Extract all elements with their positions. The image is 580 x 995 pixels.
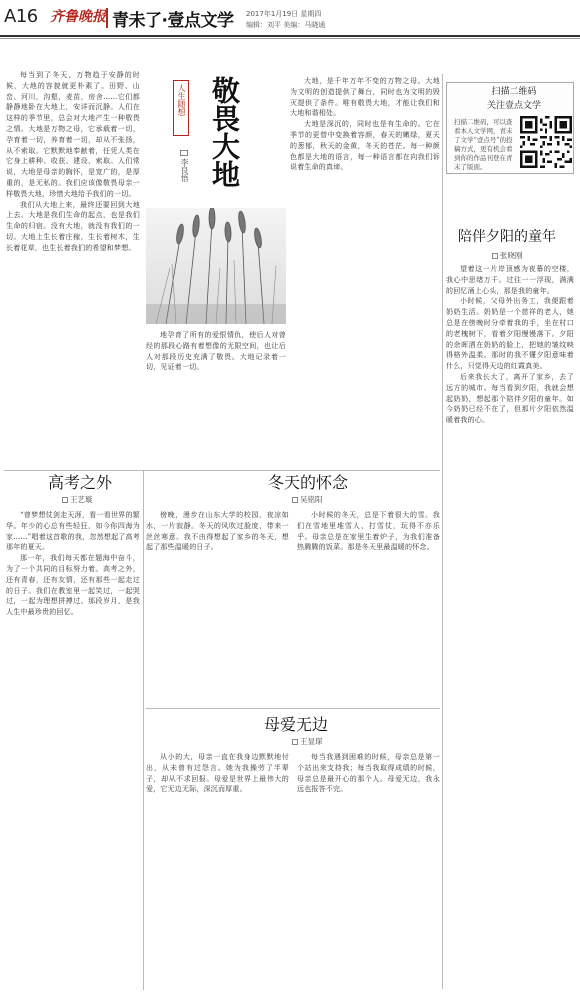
header-rule (0, 35, 580, 37)
qr-description: 扫描二维码，可以查看本人文学网，青未了文学“壹点号”的投稿方式，更有机会看到你的作品刊登在青未了版面。 (454, 118, 513, 171)
qr-title: 扫描二维码 (491, 87, 537, 97)
sunset-body (446, 264, 574, 989)
gaokao-byline (62, 494, 93, 505)
wheat-image (146, 208, 286, 324)
mother-byline (292, 736, 323, 747)
column-tag (173, 80, 189, 136)
gaokao-title: 高考之外 (48, 473, 113, 492)
column-rule (442, 74, 443, 989)
winter-paragraph: 傍晚，漫步在山东大学的校园，夜凉如水，一片寂静。冬天的风吹过脸庞，带来一丝丝寒意。我不由得想起了家乡的冬天，想起了那些温暖的日子。 (146, 511, 289, 552)
feature-author: 李良悟 (180, 158, 189, 182)
newspaper-masthead: 齐鲁晚报 (50, 9, 106, 25)
feature-byline (178, 150, 190, 185)
section-title: 青未了·壹点文学 (112, 11, 234, 31)
byline-marker (180, 150, 188, 156)
gaokao-author: 王艺璇 (70, 495, 93, 504)
section-rule (146, 708, 440, 709)
byline-marker (292, 739, 298, 745)
feature-paragraph: 每当到了冬天，万物趋于安静的时候，大地的容貌就更朴素了。田野、山峦、河川，沟壑，麦苗，房舍……它们都静静地卧在大地上，安详而沉静。人们在这样的季节里，总会对大地产生一种敬畏之情。大地是万物之母，它承载着一切，孕育着一切，养育着一切，却从不张扬，从不索取。它默默地奉献着，任凭人类在它身上耕种、收获、建设、索取。人们常说，大地是母亲的胸怀，是宽广的，是厚重的，是无私的。我们应该像敬畏母亲一样敬畏大地，珍惜大地给予我们的一切。 (6, 71, 140, 198)
qr-subtitle: 关注壹点文学 (486, 101, 541, 111)
feature-body-col2-top (146, 70, 168, 200)
editor-credits: 编辑：刘平 美编：马晓通 (246, 21, 326, 29)
sunset-byline (492, 250, 523, 261)
mother-title: 母爱无边 (264, 715, 329, 734)
mother-body (146, 752, 440, 990)
sunset-paragraph: 望着这一片岸顶感为夜幕的空楼，我心中思绪万千。过往一一浮现，满满的回忆涌上心头，那是我的童年。 (446, 265, 574, 295)
feature-title-text: 敬畏大地 (208, 76, 241, 188)
feature-title (206, 76, 242, 195)
feature-paragraph: 我们从大地上来，最终还要回到大地上去。大地是我们生命的起点，也是我们生命的归宿。没有大地，就没有我们的一切。大地上生长着庄稼，生长着树木，生长着花草，也生长着我们的希望和梦想。 (6, 200, 140, 252)
byline-marker (492, 253, 498, 259)
gaokao-paragraph: “曾梦想仗剑走天涯，看一看世界的繁华。年少的心总有些轻狂，如今你四海为家……”唱着这首歌的我，忽然想起了高考那年的夏天。 (6, 511, 140, 552)
page-number: A16 (4, 6, 38, 27)
qr-code-icon[interactable] (520, 116, 572, 168)
feature-body-col1 (6, 70, 140, 466)
feature-body-col4 (290, 76, 440, 466)
wheat-illustration (146, 208, 286, 324)
page-header (0, 0, 580, 40)
gaokao-body (6, 510, 140, 990)
feature-paragraph: 大地是深沉的，同时也是有生命的。它在季节的更替中变换着容颜，春天的嫩绿，夏天的葱郁，秋天的金黄，冬天的苍茫。每一种颜色都是大地的语言，每一种语言都在向我们诉说着生命的真谛。 (290, 120, 440, 172)
mother-paragraph: 从小的大，母亲一直在我身边默默地付出，从未曾有过怨言。她为我操劳了半辈子，却从不求回报。母爱是世界上最伟大的爱，它无边无际，深沉而厚重。 (146, 753, 289, 794)
sunset-author: 张晓刚 (500, 251, 523, 260)
winter-paragraph: 小时候的冬天，总是下着很大的雪。我们在雪地里堆雪人、打雪仗，玩得不亦乐乎。母亲总是在家里生着炉子，为我们准备热腾腾的饭菜。那是冬天里最温暖的怀念。 (297, 511, 440, 552)
feature-paragraph: 大地，是千年万年不变的万物之母。大地为文明的创造提供了舞台，同时也为文明的毁灭提供了条件。唯有敬畏大地，才能让我们和大地和谐相处。 (290, 77, 440, 118)
sunset-title: 陪伴夕阳的童年 (458, 229, 556, 245)
column-tag-label: 人生随想 (177, 84, 186, 116)
sunset-paragraph: 后来我长大了，离开了家乡，去了远方的城市。每当看到夕阳，我就会想起奶奶，想起那个陪伴夕阳的童年。如今奶奶已经不在了，但那片夕阳依然温暖着我的心。 (446, 372, 574, 425)
byline-marker (62, 497, 68, 503)
winter-title: 冬天的怀念 (268, 473, 349, 492)
issue-date: 2017年1月19日 星期四 (246, 10, 322, 18)
header-rule-thin (0, 38, 580, 39)
winter-body (146, 510, 440, 706)
column-rule (143, 470, 144, 990)
feature-body-col3 (146, 330, 286, 466)
header-divider (106, 8, 108, 28)
sunset-paragraph: 小时候，父母外出务工，我便跟着奶奶生活。奶奶是一个慈祥的老人，她总是在傍晚时分牵着我的手，坐在村口的老槐树下，看着夕阳慢慢落下。夕阳的余晖洒在奶奶的脸上，把她的皱纹映得格外温柔。那时的我不懂夕阳意味着什么，只觉得天边的红霞真美。 (446, 297, 574, 371)
gaokao-paragraph: 那一年，我们每天都在题海中奋斗，为了一个共同的目标努力着。高考之外，还有青春，还有友情，还有那些一起走过的日子。我们在教室里一起笑过，一起哭过，一起为理想拼搏过。那段岁月，是我人生中最珍贵的回忆。 (6, 554, 140, 617)
mother-paragraph: 每当我遇到困难的时候，母亲总是第一个站出来支持我；每当我取得成绩的时候，母亲总是最开心的那个人。母爱无边，我永远也报答不完。 (297, 753, 440, 794)
mother-author: 王显琛 (300, 737, 323, 746)
winter-author: 吴铭阳 (300, 495, 323, 504)
byline-marker (292, 497, 298, 503)
qr-code-graphic (520, 116, 572, 168)
feature-paragraph: 地孕育了所有的爱恨情仇，使后人对曾经的那段心路有着想像的无限空间，也让后人对那段历史充满了敬畏。大地记录着一切，见证着一切。 (146, 331, 286, 372)
winter-byline (292, 494, 323, 505)
